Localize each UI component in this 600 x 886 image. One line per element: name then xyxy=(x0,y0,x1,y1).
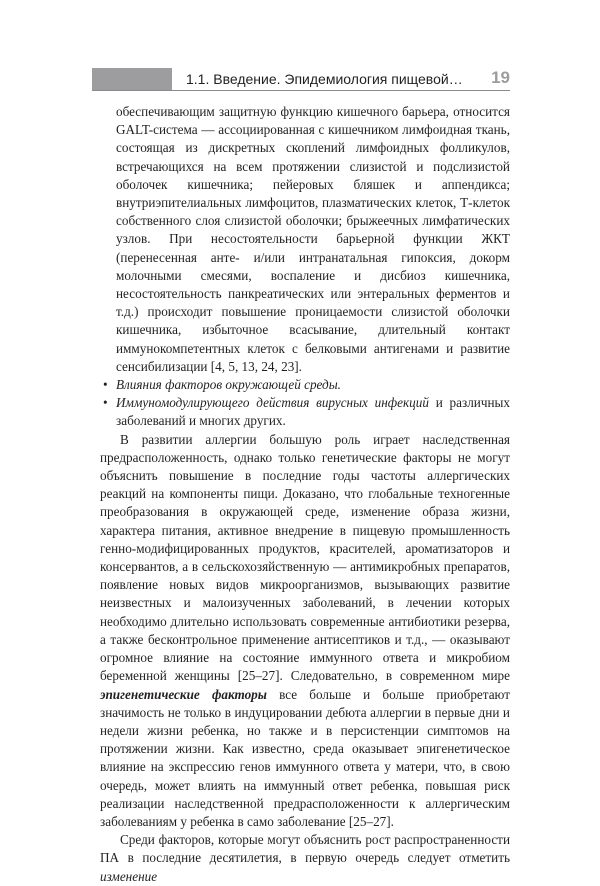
bullet-text: и различных заболеваний и многих других. xyxy=(116,395,510,429)
bullet-item-environment xyxy=(100,376,510,394)
paragraph-heredity xyxy=(100,431,510,831)
bullet-marker: • xyxy=(103,395,108,411)
header-rule xyxy=(92,90,510,91)
paragraph-text: все больше и больше приобретают значимость не только в индуцировании дебюта аллергии в первые дни и недели жизни ребенка, но также и в персистенции симптомов на протяжении жизни. Как известно, среда оказывает эпигенетическое влияние на экспрессию генов иммунного ответа у матери, что, в свою очередь, может влиять на иммунный ответ ребенка, повышая риск реализации наследственной предрасположенности к аллергическим заболеваниям у ребенка в само заболевание [25–27]. xyxy=(100,686,510,829)
running-header-title: 1.1. Введение. Эпидемиология пищевой… xyxy=(186,71,463,87)
page-body xyxy=(100,103,510,886)
paragraph-text: Среди факторов, которые могут объяснить рост распространенности ПА в последние десятилетия, в первую очередь следует отметить xyxy=(100,832,510,866)
bullet-italic-text: Иммуномодулирующего действия вирусных инфекций xyxy=(116,395,429,411)
paragraph-text: В развитии аллергии большую роль играет наследственная предрасположенность, однако только генетические факторы не могут объяснить повышение в последние годы частоты аллергических реакций на компоненты пищи. Доказано, что глобальные техногенные преобразования в окружающей среде, изменение образа жизни, характера питания, активное внедрение в пищевую промышленность генно-модифицированных продуктов, красителей, ароматизаторов и консервантов, а в сельскохозяйственную — антимикробных препаратов, появление новых видов микроорганизмов, вызывающих развитие неизвестных и малоизученных заболеваний, в лечении которых необходимо длительно использовать современные антибиотики резерва, а также бесконтрольное применение антисептиков и т.д., — оказывают огромное влияние на состояние иммунного ответа и микробиом беременной женщины [25–27]. Следовательно, в современном мире xyxy=(100,431,510,684)
header-accent-bar xyxy=(92,68,172,90)
bullet-marker: • xyxy=(103,377,108,393)
continuation-paragraph: обеспечивающим защитную функцию кишечного барьера, относится GALT-система — ассоциированная с кишечником лимфоидная ткань, состоящая из дискретных скоплений лимфоидных фолликулов, встречающихся на всем протяжении слизистой и подслизистой оболочек кишечника; пейеровых бляшек и аппендикса; внутриэпителиальных лимфоцитов, плазматических клеток, Т-клеток собственного слоя слизистой оболочки; брыжеечных лимфатических узлов. При несостоятельности барьерной функции ЖКТ (перенесенная анте- и/или интранатальная гипоксия, докорм молочными смесями, воспаление и дисбиоз кишечника, несостоятельность панкреатических или энтеральных ферментов и т.д.) происходит повышение проницаемости слизистой оболочки кишечника, избыточное всасывание, длительный контакт иммунокомпетентных клеток с белковыми антигенами и развитие сенсибилизации [4, 5, 13, 24, 23]. xyxy=(116,104,510,374)
emphasis-change: изменение xyxy=(100,868,158,884)
page-number: 19 xyxy=(491,68,510,87)
bullet-text: Влияния факторов окружающей среды. xyxy=(116,377,341,393)
emphasis-epigenetic: эпигенетические факторы xyxy=(100,686,267,702)
bullet-item-viral xyxy=(100,394,510,430)
paragraph-factors xyxy=(100,831,510,886)
